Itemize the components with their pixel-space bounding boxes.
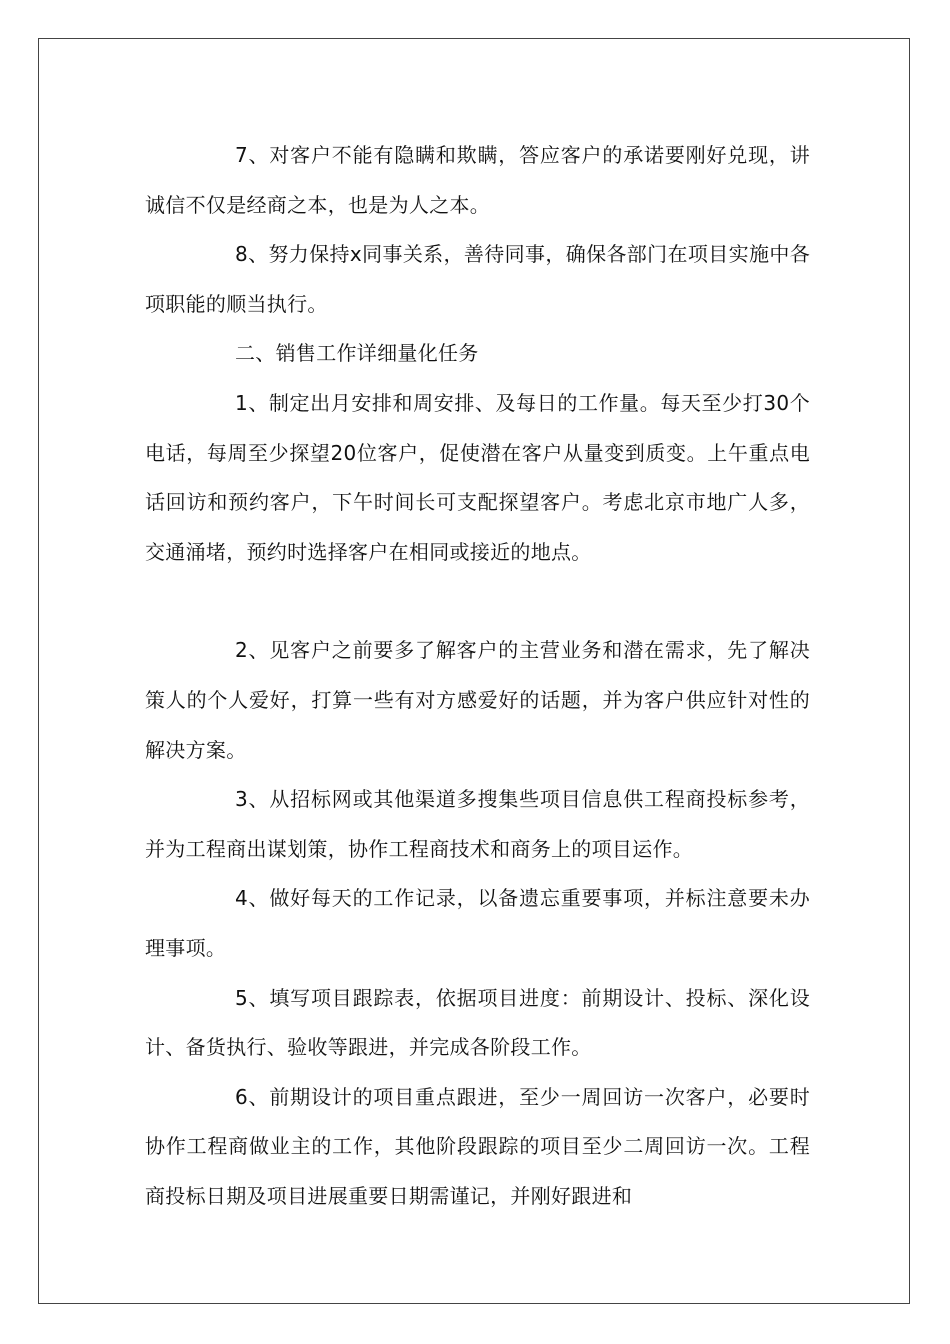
paragraph-1: 1、制定出月安排和周安排、及每日的工作量。每天至少打30个电话，每周至少探望20位客户，促使潜在客户从量变到质变。上午重点电话回访和预约客户，下午时间长可支配探望客户。考虑北京市地广人多，交通涌堵，预约时选择客户在相同或接近的地点。 [145,390,810,564]
paragraph-2: 2、见客户之前要多了解客户的主营业务和潜在需求，先了解决策人的个人爱好，打算一些有对方感爱好的话题，并为客户供应针对性的解决方案。 [145,638,810,762]
paragraph-3: 3、从招标网或其他渠道多搜集些项目信息供工程商投标参考，并为工程商出谋划策，协作工程商技术和商务上的项目运作。 [145,787,810,861]
paragraph-4: 4、做好每天的工作记录，以备遗忘重要事项，并标注意要未办理事项。 [145,886,810,960]
section-heading: 二、销售工作详细量化任务 [235,341,479,366]
document-body [145,131,810,1221]
paragraph-5: 5、填写项目跟踪表，依据项目进度：前期设计、投标、深化设计、备货执行、验收等跟进，并完成各阶段工作。 [145,985,810,1060]
paragraph-6: 6、前期设计的项目重点跟进，至少一周回访一次客户，必要时协作工程商做业主的工作，其他阶段跟踪的项目至少二周回访一次。工程商投标日期及项目进展重要日期需谨记，并刚好跟进和 [145,1084,810,1208]
blank-line [145,577,810,626]
paragraph-8: 8、努力保持x同事关系，善待同事，确保各部门在项目实施中各项职能的顺当执行。 [145,242,810,316]
paragraph-7: 7、对客户不能有隐瞒和欺瞒，答应客户的承诺要刚好兑现，讲诚信不仅是经商之本，也是为人之本。 [145,143,810,217]
